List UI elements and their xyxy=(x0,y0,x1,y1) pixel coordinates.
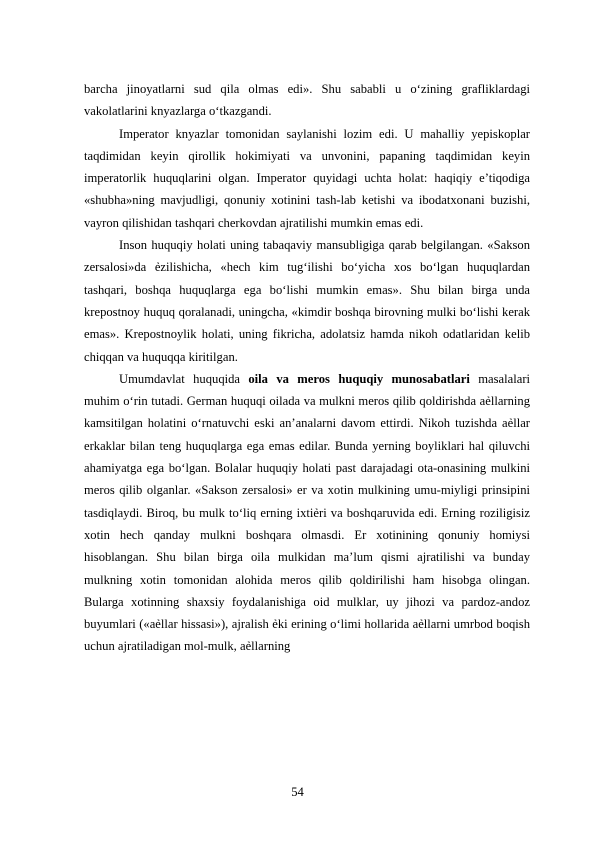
document-body xyxy=(84,78,530,658)
paragraph-family-inheritance xyxy=(84,368,530,658)
paragraph-legal-status: Inson huquqiy holati uning tabaqaviy mansubligiga qarab belgilangan. «Sakson zersalosi»da ẻzilishicha, «hech kim tug‘ilishi bo‘yicha xos bo‘lgan huquqlardan tashqari, boshqa huquqlarga ega bo‘lishi mumkin emas». Shu bilan birga unda krepostnoy huquq qoralanadi, uningcha, «kimdir boshqa birovning mulki bo‘lishi kerak emas». Krepostnoylik holati, uning fikricha, adolatsiz hamda nikoh odatlaridan kelib chiqqan va huquqqa kiritilgan. xyxy=(84,238,530,364)
paragraph-continuation: barcha jinoyatlarni sud qila olmas edi». Shu sababli u o‘zining grafliklardagi vakolatlarini knyazlarga o‘tkazgandi. xyxy=(84,82,530,119)
paragraph-lead-text: Umumdavlat huquqida xyxy=(119,371,249,386)
bold-term: oila va meros huquqiy munosabatlari xyxy=(248,371,470,386)
paragraph-body-text: masalalari muhim o‘rin tutadi. German huquqi oilada va mulkni meros qilib qoldirishda aẻllarning kamsitilgan holatini o‘rnatuvchi eski an’analarni davom ettirdi. Nikoh tuzishda aẻllar erkaklar bilan teng huquqlarga ega emas edilar. Bunda yerning boyliklari hal qiluvchi ahamiyatga ega bo‘lgan. Bolalar huquqiy holati past darajadagi ota-onasining mulkini meros qilib olganlar. «Sakson zersalosi» er va xotin mulkining umu-miyligi prinsipini tasdiqlaydi. Biroq, bu mulk to‘liq erning ixtiẻri va boshqaruvida edi. Erning roziligisiz xotin hech qanday mulkni boshqara olmasdi. Er xotinining qonuniy homiysi hisoblangan. Shu bilan birga oila mulkidan ma’lum qismi ajratilishi va bunday mulkning xotin tomonidan alohida meros qilib qoldirilishi ham hisobga olingan. Bularga xotinning shaxsiy foydalanishiga oid mulklar, uy jihozi va pardoz-andoz buyumlari («aẻllar hissasi»), ajralish ẻki erining o‘limi hollarida aẻllarni umrbod boqish uchun ajratiladigan mol-mulk, aẻllarning xyxy=(84,371,531,654)
page-number: 54 xyxy=(291,785,304,799)
paragraph-imperator-election: Imperator knyazlar tomonidan saylanishi lozim edi. U mahalliy yepiskoplar taqdimidan keyin qirollik hokimiyati va unvonini, papaning taqdimidan keyin imperatorlik huquqlarini olgan. Imperator quyidagi uchta holat: haqiqiy e’tiqodiga «shubha»ning mavjudligi, qonuniy xotinini tash-lab ketishi va ibodatxonani buzishi, vayron qilishidan tashqari cherkovdan ajratilishi mumkin emas edi. xyxy=(84,126,530,230)
